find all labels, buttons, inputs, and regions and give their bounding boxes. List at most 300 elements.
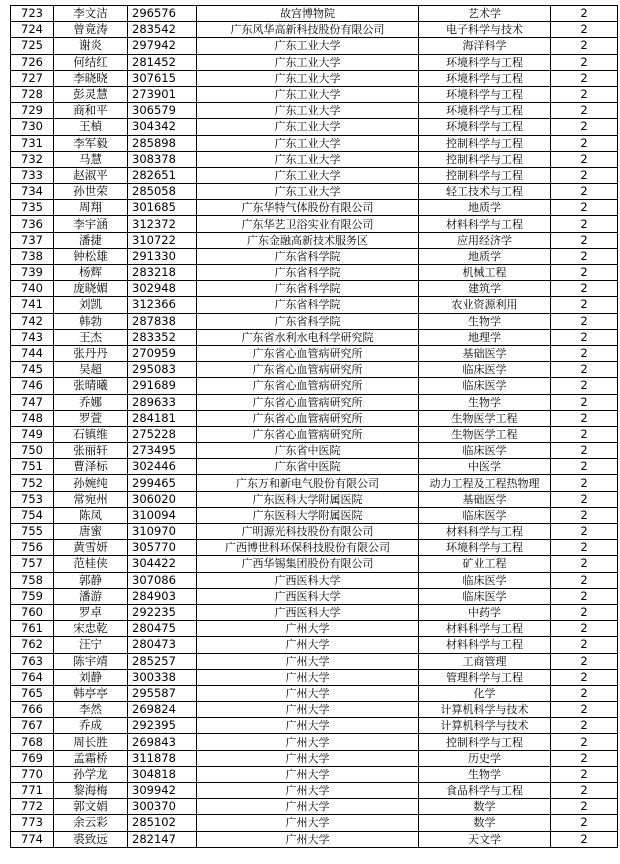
name-cell: 钟松雄 — [54, 248, 128, 264]
count-cell: 2 — [551, 540, 618, 556]
count-cell: 2 — [551, 297, 618, 313]
organization-cell: 广州大学 — [197, 799, 419, 815]
id-cell: 291689 — [128, 378, 197, 394]
name-cell: 赵淑平 — [54, 167, 128, 183]
id-cell: 300338 — [128, 669, 197, 685]
table-row — [11, 604, 618, 620]
row-number-cell: 766 — [11, 702, 54, 718]
organization-cell: 广东省科学院 — [197, 297, 419, 313]
row-number-cell: 741 — [11, 297, 54, 313]
name-cell: 陈凤 — [54, 507, 128, 523]
id-cell: 270959 — [128, 345, 197, 361]
count-cell: 2 — [551, 718, 618, 734]
id-cell: 269824 — [128, 702, 197, 718]
table-row — [11, 702, 618, 718]
major-cell: 农业资源利用 — [419, 297, 551, 313]
id-cell: 310094 — [128, 507, 197, 523]
major-cell: 生物学 — [419, 766, 551, 782]
count-cell: 2 — [551, 507, 618, 523]
id-cell: 280473 — [128, 637, 197, 653]
count-cell: 2 — [551, 216, 618, 232]
name-cell: 黎海梅 — [54, 783, 128, 799]
id-cell: 297942 — [128, 38, 197, 54]
major-cell: 环境科学与工程 — [419, 70, 551, 86]
organization-cell: 广州大学 — [197, 669, 419, 685]
major-cell: 地质学 — [419, 248, 551, 264]
id-cell: 310970 — [128, 524, 197, 540]
count-cell: 2 — [551, 685, 618, 701]
organization-cell: 广西医科大学 — [197, 604, 419, 620]
name-cell: 范桂侠 — [54, 556, 128, 572]
organization-cell: 广东工业大学 — [197, 151, 419, 167]
major-cell: 生物医学工程 — [419, 426, 551, 442]
table-row — [11, 378, 618, 394]
name-cell: 潘捷 — [54, 232, 128, 248]
table-row — [11, 70, 618, 86]
organization-cell: 广州大学 — [197, 734, 419, 750]
major-cell: 临床医学 — [419, 443, 551, 459]
row-number-cell: 758 — [11, 572, 54, 588]
table-row — [11, 540, 618, 556]
count-cell: 2 — [551, 265, 618, 281]
major-cell: 材料科学与工程 — [419, 637, 551, 653]
id-cell: 292395 — [128, 718, 197, 734]
row-number-cell: 770 — [11, 766, 54, 782]
major-cell: 控制科学与工程 — [419, 167, 551, 183]
organization-cell: 广东省中医院 — [197, 459, 419, 475]
row-number-cell: 732 — [11, 151, 54, 167]
row-number-cell: 738 — [11, 248, 54, 264]
row-number-cell: 723 — [11, 6, 54, 22]
table-row — [11, 685, 618, 701]
row-number-cell: 735 — [11, 200, 54, 216]
name-cell: 唐蜜 — [54, 524, 128, 540]
count-cell: 2 — [551, 119, 618, 135]
organization-cell: 广西华锡集团股份有限公司 — [197, 556, 419, 572]
id-cell: 283542 — [128, 22, 197, 38]
name-cell: 余云彩 — [54, 815, 128, 831]
name-cell: 谢炎 — [54, 38, 128, 54]
row-number-cell: 734 — [11, 184, 54, 200]
row-number-cell: 773 — [11, 815, 54, 831]
row-number-cell: 737 — [11, 232, 54, 248]
table-row — [11, 669, 618, 685]
organization-cell: 广西博世科环保科技股份有限公司 — [197, 540, 419, 556]
table-row — [11, 135, 618, 151]
organization-cell: 广东省水利水电科学研究院 — [197, 329, 419, 345]
count-cell: 2 — [551, 394, 618, 410]
count-cell: 2 — [551, 604, 618, 620]
organization-cell: 广东省科学院 — [197, 265, 419, 281]
row-number-cell: 755 — [11, 524, 54, 540]
name-cell: 裘致远 — [54, 831, 128, 847]
organization-cell: 广明源光科技股份有限公司 — [197, 524, 419, 540]
count-cell: 2 — [551, 637, 618, 653]
major-cell: 控制科学与工程 — [419, 151, 551, 167]
id-cell: 307086 — [128, 572, 197, 588]
id-cell: 291330 — [128, 248, 197, 264]
id-cell: 302446 — [128, 459, 197, 475]
name-cell: 罗萱 — [54, 410, 128, 426]
table-row — [11, 556, 618, 572]
table-row — [11, 507, 618, 523]
id-cell: 287838 — [128, 313, 197, 329]
count-cell: 2 — [551, 815, 618, 831]
count-cell: 2 — [551, 329, 618, 345]
name-cell: 李然 — [54, 702, 128, 718]
name-cell: 张晴曦 — [54, 378, 128, 394]
organization-cell: 广东省中医院 — [197, 443, 419, 459]
organization-cell: 广东万和新电气股份有限公司 — [197, 475, 419, 491]
major-cell: 临床医学 — [419, 572, 551, 588]
organization-cell: 广州大学 — [197, 718, 419, 734]
id-cell: 304422 — [128, 556, 197, 572]
name-cell: 张丹丹 — [54, 345, 128, 361]
major-cell: 地理学 — [419, 329, 551, 345]
organization-cell: 广东医科大学附属医院 — [197, 491, 419, 507]
major-cell: 数学 — [419, 815, 551, 831]
name-cell: 黄雪妍 — [54, 540, 128, 556]
name-cell: 曹泽标 — [54, 459, 128, 475]
major-cell: 环境科学与工程 — [419, 54, 551, 70]
table-row — [11, 119, 618, 135]
id-cell: 306020 — [128, 491, 197, 507]
id-cell: 292235 — [128, 604, 197, 620]
major-cell: 电子科学与技术 — [419, 22, 551, 38]
major-cell: 计算机科学与技术 — [419, 702, 551, 718]
table-row — [11, 491, 618, 507]
table-row — [11, 524, 618, 540]
row-number-cell: 731 — [11, 135, 54, 151]
name-cell: 孙世荣 — [54, 184, 128, 200]
major-cell: 建筑学 — [419, 281, 551, 297]
table-row — [11, 200, 618, 216]
table-row — [11, 410, 618, 426]
name-cell: 杨辉 — [54, 265, 128, 281]
row-number-cell: 739 — [11, 265, 54, 281]
row-number-cell: 771 — [11, 783, 54, 799]
id-cell: 284903 — [128, 588, 197, 604]
row-number-cell: 768 — [11, 734, 54, 750]
count-cell: 2 — [551, 54, 618, 70]
id-cell: 281452 — [128, 54, 197, 70]
name-cell: 李宇涵 — [54, 216, 128, 232]
name-cell: 庞晓媚 — [54, 281, 128, 297]
name-cell: 周长胜 — [54, 734, 128, 750]
name-cell: 曾竟涛 — [54, 22, 128, 38]
id-cell: 285058 — [128, 184, 197, 200]
major-cell: 环境科学与工程 — [419, 119, 551, 135]
count-cell: 2 — [551, 22, 618, 38]
organization-cell: 广州大学 — [197, 621, 419, 637]
organization-cell: 广州大学 — [197, 815, 419, 831]
name-cell: 郭文娟 — [54, 799, 128, 815]
table-row — [11, 248, 618, 264]
table-row — [11, 22, 618, 38]
id-cell: 312366 — [128, 297, 197, 313]
name-cell: 刘静 — [54, 669, 128, 685]
row-number-cell: 767 — [11, 718, 54, 734]
roster-table — [10, 5, 618, 848]
row-number-cell: 726 — [11, 54, 54, 70]
id-cell: 299465 — [128, 475, 197, 491]
id-cell: 306579 — [128, 103, 197, 119]
table-row — [11, 572, 618, 588]
organization-cell: 广东工业大学 — [197, 70, 419, 86]
table-row — [11, 184, 618, 200]
major-cell: 环境科学与工程 — [419, 86, 551, 102]
major-cell: 应用经济学 — [419, 232, 551, 248]
count-cell: 2 — [551, 378, 618, 394]
id-cell: 282651 — [128, 167, 197, 183]
count-cell: 2 — [551, 345, 618, 361]
count-cell: 2 — [551, 783, 618, 799]
table-row — [11, 54, 618, 70]
organization-cell: 广州大学 — [197, 653, 419, 669]
organization-cell: 广东工业大学 — [197, 135, 419, 151]
id-cell: 305770 — [128, 540, 197, 556]
name-cell: 周翔 — [54, 200, 128, 216]
table-row — [11, 345, 618, 361]
row-number-cell: 751 — [11, 459, 54, 475]
id-cell: 304818 — [128, 766, 197, 782]
organization-cell: 广东工业大学 — [197, 38, 419, 54]
table-row — [11, 637, 618, 653]
row-number-cell: 748 — [11, 410, 54, 426]
major-cell: 管理科学与工程 — [419, 669, 551, 685]
name-cell: 彭灵慧 — [54, 86, 128, 102]
id-cell: 284181 — [128, 410, 197, 426]
major-cell: 工商管理 — [419, 653, 551, 669]
table-row — [11, 475, 618, 491]
count-cell: 2 — [551, 281, 618, 297]
organization-cell: 广东省心血管病研究所 — [197, 345, 419, 361]
table-row — [11, 86, 618, 102]
row-number-cell: 762 — [11, 637, 54, 653]
name-cell: 韩勃 — [54, 313, 128, 329]
count-cell: 2 — [551, 248, 618, 264]
table-row — [11, 265, 618, 281]
count-cell: 2 — [551, 653, 618, 669]
count-cell: 2 — [551, 799, 618, 815]
id-cell: 295587 — [128, 685, 197, 701]
row-number-cell: 745 — [11, 362, 54, 378]
table-row — [11, 621, 618, 637]
count-cell: 2 — [551, 362, 618, 378]
table-row — [11, 815, 618, 831]
organization-cell: 广东工业大学 — [197, 54, 419, 70]
count-cell: 2 — [551, 750, 618, 766]
document-table-container — [10, 5, 617, 848]
table-row — [11, 103, 618, 119]
row-number-cell: 729 — [11, 103, 54, 119]
row-number-cell: 774 — [11, 831, 54, 847]
count-cell: 2 — [551, 6, 618, 22]
row-number-cell: 759 — [11, 588, 54, 604]
row-number-cell: 740 — [11, 281, 54, 297]
organization-cell: 广东工业大学 — [197, 184, 419, 200]
organization-cell: 故宫博物院 — [197, 6, 419, 22]
major-cell: 轻工技术与工程 — [419, 184, 551, 200]
row-number-cell: 750 — [11, 443, 54, 459]
organization-cell: 广东省科学院 — [197, 313, 419, 329]
major-cell: 生物学 — [419, 394, 551, 410]
id-cell: 283352 — [128, 329, 197, 345]
row-number-cell: 730 — [11, 119, 54, 135]
name-cell: 乔成 — [54, 718, 128, 734]
name-cell: 何结红 — [54, 54, 128, 70]
count-cell: 2 — [551, 443, 618, 459]
id-cell: 285102 — [128, 815, 197, 831]
name-cell: 李晓晓 — [54, 70, 128, 86]
organization-cell: 广东工业大学 — [197, 167, 419, 183]
row-number-cell: 752 — [11, 475, 54, 491]
id-cell: 285257 — [128, 653, 197, 669]
major-cell: 机械工程 — [419, 265, 551, 281]
table-row — [11, 362, 618, 378]
row-number-cell: 725 — [11, 38, 54, 54]
id-cell: 295083 — [128, 362, 197, 378]
organization-cell: 广西医科大学 — [197, 572, 419, 588]
id-cell: 275228 — [128, 426, 197, 442]
row-number-cell: 728 — [11, 86, 54, 102]
name-cell: 乔娜 — [54, 394, 128, 410]
row-number-cell: 753 — [11, 491, 54, 507]
table-row — [11, 151, 618, 167]
major-cell: 化学 — [419, 685, 551, 701]
id-cell: 307615 — [128, 70, 197, 86]
count-cell: 2 — [551, 459, 618, 475]
major-cell: 材料科学与工程 — [419, 524, 551, 540]
row-number-cell: 746 — [11, 378, 54, 394]
table-row — [11, 394, 618, 410]
organization-cell: 广州大学 — [197, 766, 419, 782]
count-cell: 2 — [551, 86, 618, 102]
id-cell: 289633 — [128, 394, 197, 410]
id-cell: 312372 — [128, 216, 197, 232]
major-cell: 基础医学 — [419, 491, 551, 507]
organization-cell: 广东工业大学 — [197, 86, 419, 102]
name-cell: 郭静 — [54, 572, 128, 588]
major-cell: 中医学 — [419, 459, 551, 475]
organization-cell: 广东省心血管病研究所 — [197, 410, 419, 426]
name-cell: 宋忠乾 — [54, 621, 128, 637]
name-cell: 马慧 — [54, 151, 128, 167]
major-cell: 海洋科学 — [419, 38, 551, 54]
count-cell: 2 — [551, 232, 618, 248]
organization-cell: 广东省心血管病研究所 — [197, 378, 419, 394]
table-row — [11, 426, 618, 442]
row-number-cell: 761 — [11, 621, 54, 637]
id-cell: 308378 — [128, 151, 197, 167]
major-cell: 食品科学与工程 — [419, 783, 551, 799]
name-cell: 李军毅 — [54, 135, 128, 151]
name-cell: 商和平 — [54, 103, 128, 119]
table-row — [11, 313, 618, 329]
count-cell: 2 — [551, 70, 618, 86]
name-cell: 潘游 — [54, 588, 128, 604]
count-cell: 2 — [551, 184, 618, 200]
organization-cell: 广州大学 — [197, 750, 419, 766]
row-number-cell: 764 — [11, 669, 54, 685]
count-cell: 2 — [551, 167, 618, 183]
id-cell: 309942 — [128, 783, 197, 799]
count-cell: 2 — [551, 702, 618, 718]
name-cell: 韩亭亭 — [54, 685, 128, 701]
row-number-cell: 743 — [11, 329, 54, 345]
count-cell: 2 — [551, 831, 618, 847]
major-cell: 临床医学 — [419, 588, 551, 604]
row-number-cell: 747 — [11, 394, 54, 410]
id-cell: 283218 — [128, 265, 197, 281]
row-number-cell: 724 — [11, 22, 54, 38]
table-row — [11, 750, 618, 766]
organization-cell: 广州大学 — [197, 702, 419, 718]
organization-cell: 广西医科大学 — [197, 588, 419, 604]
organization-cell: 广州大学 — [197, 831, 419, 847]
count-cell: 2 — [551, 588, 618, 604]
count-cell: 2 — [551, 766, 618, 782]
row-number-cell: 727 — [11, 70, 54, 86]
major-cell: 控制科学与工程 — [419, 734, 551, 750]
count-cell: 2 — [551, 621, 618, 637]
row-number-cell: 756 — [11, 540, 54, 556]
row-number-cell: 769 — [11, 750, 54, 766]
name-cell: 吴超 — [54, 362, 128, 378]
table-row — [11, 783, 618, 799]
major-cell: 环境科学与工程 — [419, 103, 551, 119]
count-cell: 2 — [551, 556, 618, 572]
count-cell: 2 — [551, 475, 618, 491]
organization-cell: 广州大学 — [197, 783, 419, 799]
id-cell: 273901 — [128, 86, 197, 102]
name-cell: 李文洁 — [54, 6, 128, 22]
major-cell: 数学 — [419, 799, 551, 815]
count-cell: 2 — [551, 426, 618, 442]
id-cell: 273495 — [128, 443, 197, 459]
table-row — [11, 588, 618, 604]
name-cell: 孟霜桥 — [54, 750, 128, 766]
id-cell: 300370 — [128, 799, 197, 815]
id-cell: 296576 — [128, 6, 197, 22]
name-cell: 王楨 — [54, 119, 128, 135]
major-cell: 艺术学 — [419, 6, 551, 22]
organization-cell: 广东省科学院 — [197, 248, 419, 264]
major-cell: 矿业工程 — [419, 556, 551, 572]
major-cell: 基础医学 — [419, 345, 551, 361]
table-row — [11, 734, 618, 750]
major-cell: 历史学 — [419, 750, 551, 766]
id-cell: 304342 — [128, 119, 197, 135]
table-row — [11, 718, 618, 734]
name-cell: 陈宇靖 — [54, 653, 128, 669]
major-cell: 中药学 — [419, 604, 551, 620]
id-cell: 311878 — [128, 750, 197, 766]
major-cell: 材料科学与工程 — [419, 216, 551, 232]
table-row — [11, 766, 618, 782]
organization-cell: 广东风华高新科技股份有限公司 — [197, 22, 419, 38]
organization-cell: 广东工业大学 — [197, 119, 419, 135]
major-cell: 生物学 — [419, 313, 551, 329]
count-cell: 2 — [551, 151, 618, 167]
count-cell: 2 — [551, 103, 618, 119]
table-row — [11, 653, 618, 669]
count-cell: 2 — [551, 135, 618, 151]
organization-cell: 广东金融高新技术服务区 — [197, 232, 419, 248]
table-row — [11, 459, 618, 475]
table-row — [11, 443, 618, 459]
major-cell: 材料科学与工程 — [419, 621, 551, 637]
